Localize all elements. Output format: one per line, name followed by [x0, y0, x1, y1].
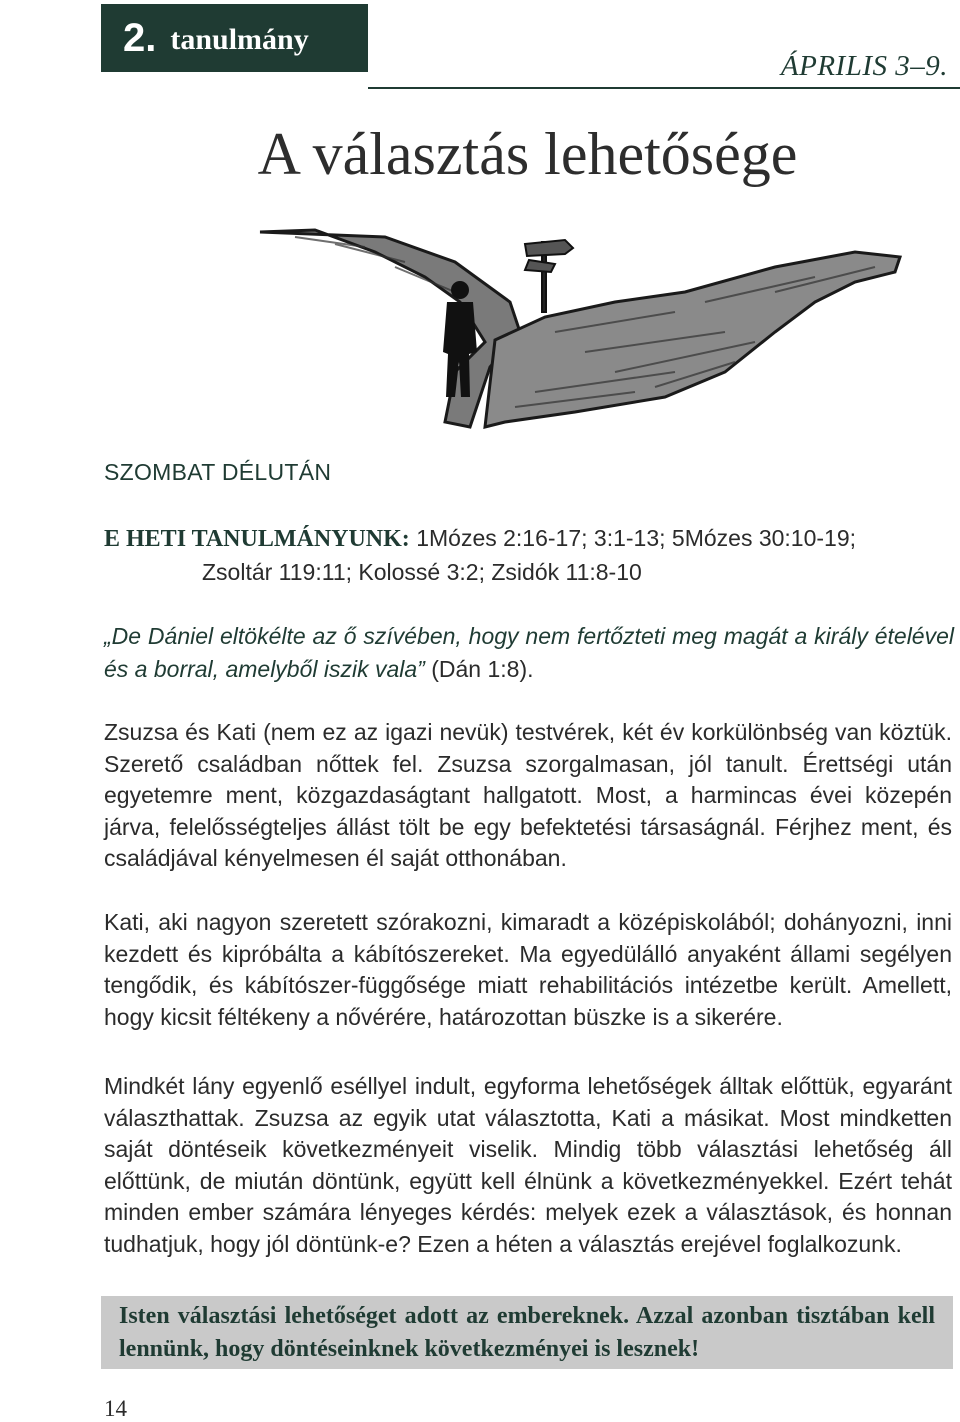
header-divider: [368, 87, 960, 89]
memory-verse-quote: „De Dániel eltökélte az ő szívében, hogy nem fertőzteti meg magát a király ételével és a borral, amelyből iszik vala”: [104, 623, 954, 682]
body-paragraph-3: Mindkét lány egyenlő eséllyel indult, egyforma lehetőségek álltak előttük, egyaránt választhattak. Zsuzsa az egyik utat választotta, Kati a másikat. Most mindketten saját döntéseik következményeit viselik. Mindig több választási lehetőség áll előttünk, de miután döntünk, együtt kell élnünk a következményekkel. Ezért tehát minden ember számára lényeges kérdés: melyek ezek a választások, és honnan tudhatjuk, hogy jól döntünk-e? Ezen a héten a választás erejével foglalkozunk.: [104, 1073, 952, 1257]
road-right-branch: [485, 252, 900, 427]
date-range: ÁPRILIS 3–9.: [780, 50, 948, 82]
week-study: [104, 522, 954, 589]
key-thought-box: [101, 1296, 953, 1369]
week-study-label: E HETI TANULMÁNYUNK:: [104, 526, 410, 552]
page-title: A választás lehetősége: [257, 121, 798, 187]
page-title-wrap: [0, 120, 960, 189]
body-paragraph-2: Kati, aki nagyon szeretett szórakozni, kimaradt a középiskolából; dohányozni, inni kezdett és kipróbálta a kábítószereket. Ma egyedülálló anyaként állami segélyen tengődik, és kábítószer-függősége miatt rehabilitációs intézetbe került. Amellett, hogy kicsit féltékeny a nővérére, határozottan büszke is a sikerére.: [104, 909, 952, 1030]
crossroads-walker-illustration: [255, 222, 905, 438]
lesson-label: tanulmány: [170, 23, 309, 56]
road-left-branch: [260, 230, 520, 427]
key-thought-text: Isten választási lehetőséget adott az embereknek. Azzal azonban tisztában kell lennünk, hogy döntéseinknek következményei is lesznek!: [119, 1303, 935, 1362]
lesson-tab: [101, 4, 368, 72]
memory-verse-reference: (Dán 1:8).: [431, 656, 534, 682]
memory-verse: [104, 620, 954, 686]
page-number: 14: [104, 1396, 127, 1421]
day-heading: SZOMBAT DÉLUTÁN: [104, 459, 332, 485]
week-study-references-2: Zsoltár 119:11; Kolossé 3:2; Zsidók 11:8-10: [202, 559, 642, 585]
body-paragraph-1: Zsuzsa és Kati (nem ez az igazi nevük) testvérek, két év korkülönbség van köztük. Szerető családban nőttek fel. Zsuzsa szorgalmasan, jól tanult. Érettségi után egyetemre ment, közgazdaságtant hallgatott. Most, a harmincas évei közepén járva, felelősségteljes állást tölt be egy befektetési társaságnál. Férjhez ment, és családjával kényelmesen él saját otthonában.: [104, 719, 952, 871]
signpost-icon: [525, 240, 573, 312]
lesson-number: 2.: [123, 15, 157, 60]
week-study-references-1: 1Mózes 2:16-17; 3:1-13; 5Mózes 30:10-19;: [416, 525, 857, 551]
